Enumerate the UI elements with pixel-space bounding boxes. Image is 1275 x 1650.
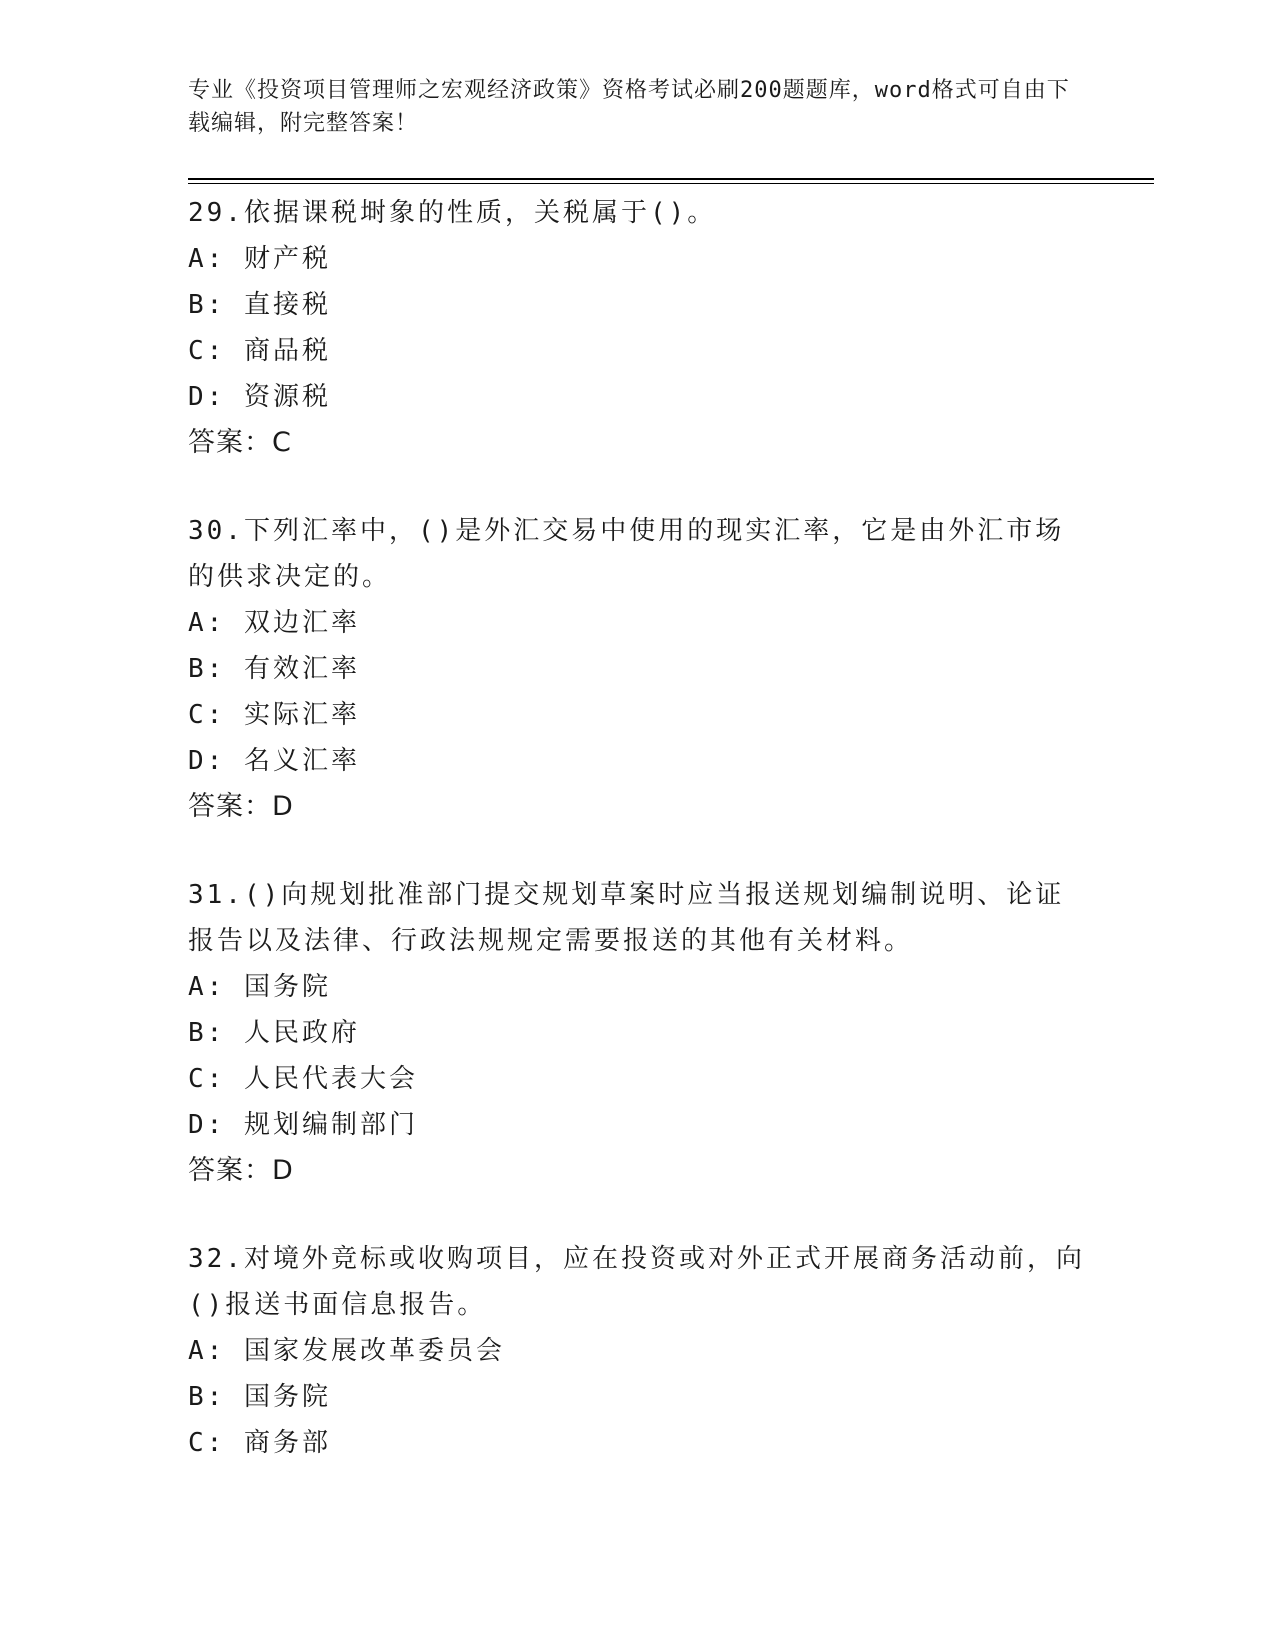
option-d: D: 资源税 xyxy=(188,382,331,412)
question-list xyxy=(188,190,1088,1508)
answer-line: 答案：D xyxy=(188,1155,294,1186)
answer-line: 答案：C xyxy=(188,427,292,458)
option-b: B: 直接税 xyxy=(188,290,331,320)
option-b: B: 国务院 xyxy=(188,1382,331,1412)
question-item xyxy=(188,1236,1088,1466)
question-stem: 32.对境外竞标或收购项目，应在投资或对外正式开展商务活动前，向()报送书面信息报告。 xyxy=(188,1244,1085,1320)
option-c: C: 人民代表大会 xyxy=(188,1064,418,1094)
answer-line: 答案：D xyxy=(188,791,294,822)
option-d: D: 规划编制部门 xyxy=(188,1110,418,1140)
question-item xyxy=(188,190,1088,466)
question-item xyxy=(188,872,1088,1194)
header-divider-thick xyxy=(188,178,1154,180)
option-a: A: 财产税 xyxy=(188,244,331,274)
question-stem: 31.()向规划批准部门提交规划草案时应当报送规划编制说明、论证报告以及法律、行政法规规定需要报送的其他有关材料。 xyxy=(188,880,1065,956)
option-c: C: 商务部 xyxy=(188,1428,331,1458)
question-stem: 29.依据课税埘象的性质，关税属于()。 xyxy=(188,198,717,228)
option-a: A: 双边汇率 xyxy=(188,608,360,638)
question-item xyxy=(188,508,1088,830)
question-stem: 30.下列汇率中，()是外汇交易中使用的现实汇率，它是由外汇市场的供求决定的。 xyxy=(188,516,1065,592)
option-b: B: 人民政府 xyxy=(188,1018,360,1048)
header-divider-thin xyxy=(188,183,1154,184)
option-c: C: 实际汇率 xyxy=(188,700,360,730)
option-d: D: 名义汇率 xyxy=(188,746,360,776)
option-a: A: 国家发展改革委员会 xyxy=(188,1336,505,1366)
option-a: A: 国务院 xyxy=(188,972,331,1002)
document-header-title: 专业《投资项目管理师之宏观经济政策》资格考试必刷200题题库，word格式可自由下载编辑，附完整答案！ xyxy=(188,78,1070,136)
option-c: C: 商品税 xyxy=(188,336,331,366)
option-b: B: 有效汇率 xyxy=(188,654,360,684)
